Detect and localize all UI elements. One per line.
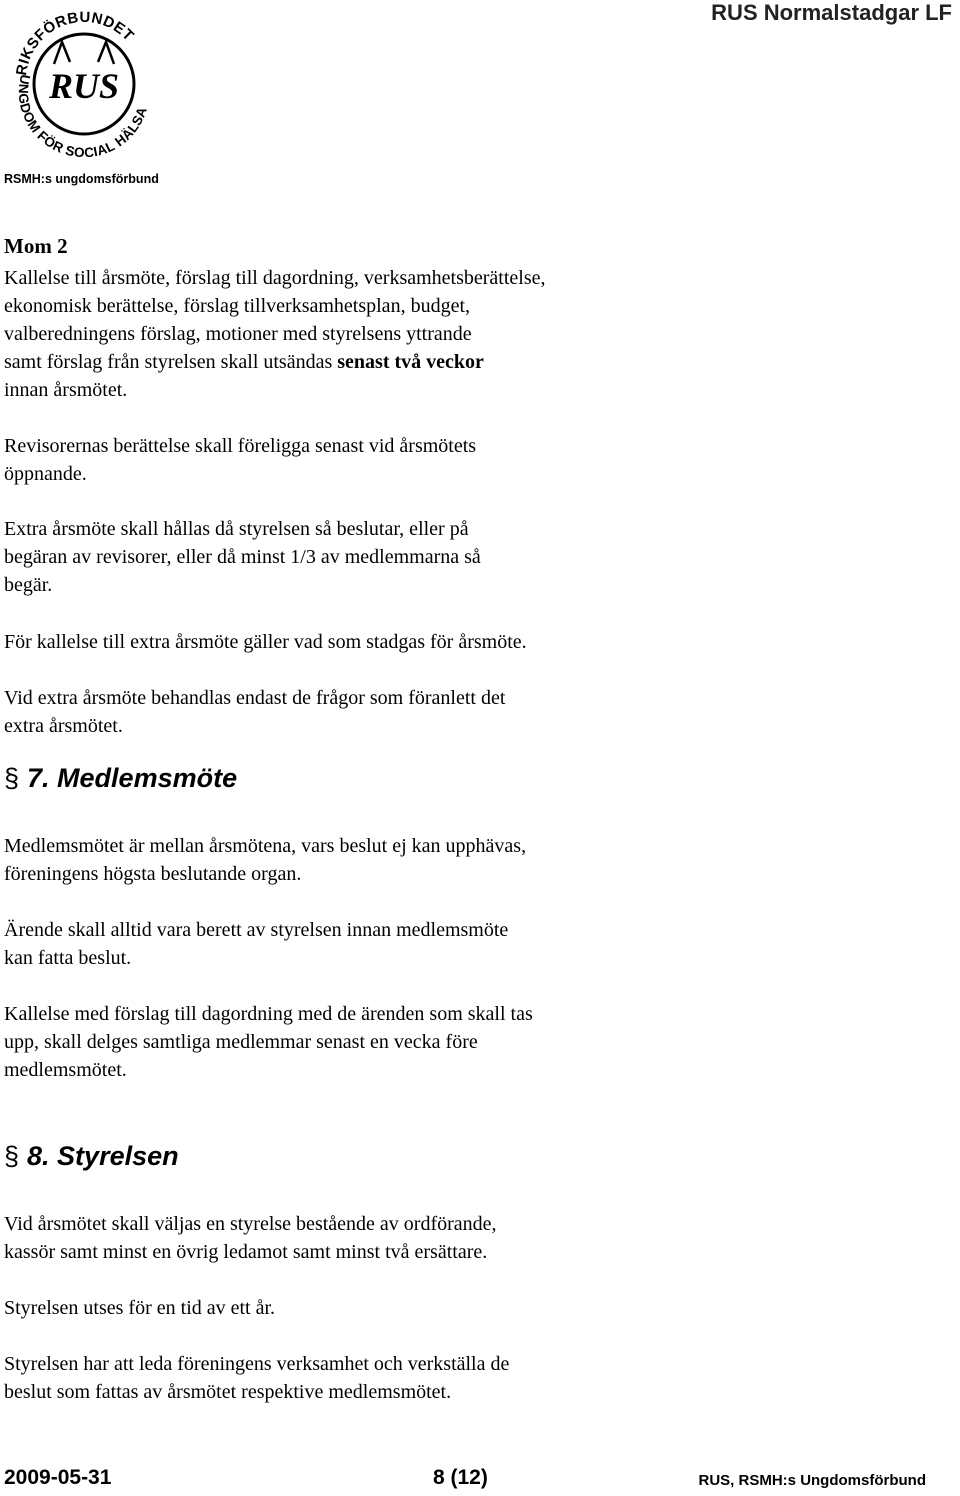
mom2-paragraph-5: Vid extra årsmöte behandlas endast de frågor som föranlett det extra årsmötet. bbox=[4, 687, 506, 737]
section-7-heading: § 7. Medlemsmöte bbox=[4, 763, 238, 793]
section-7-paragraph-1: Medlemsmötet är mellan årsmötena, vars beslut ej kan upphävas, föreningens högsta beslutande organ. bbox=[4, 835, 527, 885]
header-subtitle: RSMH:s ungdomsförbund bbox=[4, 172, 159, 186]
mom2-paragraph-2: Revisorernas berättelse skall föreligga senast vid årsmötets öppnande. bbox=[4, 435, 477, 485]
rus-logo bbox=[4, 2, 164, 170]
svg-text:UNGDOM FÖR SOCIAL HÄLSA: UNGDOM FÖR SOCIAL HÄLSA bbox=[15, 73, 150, 161]
document-title: RUS Normalstadgar LF bbox=[711, 0, 952, 25]
mom2-paragraph-4: För kallelse till extra årsmöte gäller vad som stadgas för årsmöte. bbox=[4, 631, 527, 653]
mom2-paragraph-3: Extra årsmöte skall hållas då styrelsen så beslutar, eller på begäran av revisorer, eller då minst 1/3 av medlemmarna så begär. bbox=[4, 518, 481, 596]
footer-page-number: 8 (12) bbox=[433, 1466, 488, 1489]
footer-date: 2009-05-31 bbox=[4, 1466, 112, 1489]
svg-text:RIKSFÖRBUNDET: RIKSFÖRBUNDET bbox=[13, 8, 138, 77]
deadline-emphasis: senast två veckor bbox=[337, 351, 484, 373]
mom2-paragraph-1: Kallelse till årsmöte, förslag till dagordning, verksamhetsberättelse, ekonomisk berättelse, förslag tillverksamhetsplan, budget, valberedningens förslag, motioner med styrelsens yttrande samt förslag från styrelsen skall utsändas senast två veckor innan årsmötet. bbox=[4, 267, 546, 401]
section-8-heading: § 8. Styrelsen bbox=[4, 1141, 179, 1171]
section-sign-icon: § bbox=[4, 1141, 20, 1171]
section-7-paragraph-2: Ärende skall alltid vara berett av styrelsen innan medlemsmöte kan fatta beslut. bbox=[4, 919, 509, 969]
section-sign-icon: § bbox=[4, 763, 20, 793]
section-8-paragraph-3: Styrelsen har att leda föreningens verksamhet och verkställa de beslut som fattas av årsmötet respektive medlemsmötet. bbox=[4, 1353, 510, 1403]
mom2-heading: Mom 2 bbox=[4, 234, 68, 258]
section-8-paragraph-2: Styrelsen utses för en tid av ett år. bbox=[4, 1297, 276, 1319]
section-7-paragraph-3: Kallelse med förslag till dagordning med de ärenden som skall tas upp, skall delges samtliga medlemmar senast en vecka före medlemsmötet. bbox=[4, 1003, 533, 1081]
section-8-paragraph-1: Vid årsmötet skall väljas en styrelse bestående av ordförande, kassör samt minst en övrig ledamot samt minst två ersättare. bbox=[4, 1213, 497, 1263]
svg-text:RUS: RUS bbox=[48, 66, 120, 106]
footer-organization: RUS, RSMH:s Ungdomsförbund bbox=[698, 1472, 926, 1489]
